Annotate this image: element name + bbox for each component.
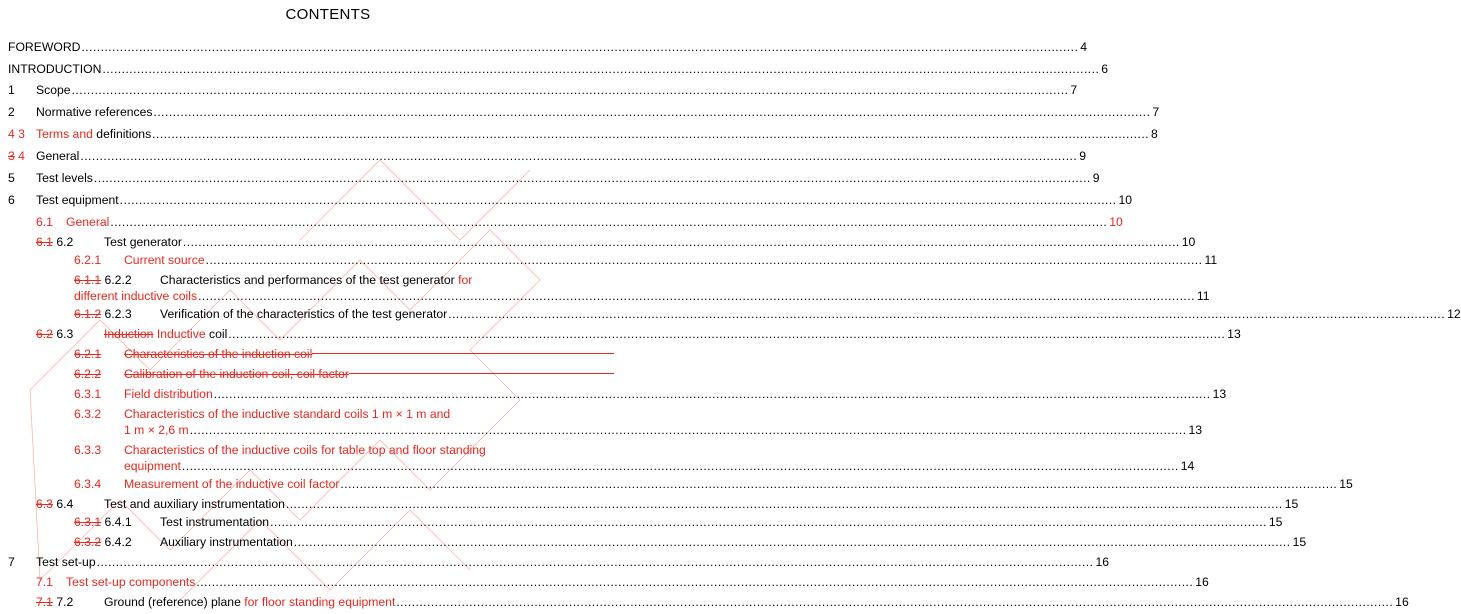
- toc-entry-number-part: 3: [8, 149, 15, 163]
- toc-entry-number: [36, 235, 104, 249]
- toc-entry-number: [74, 477, 124, 491]
- dot-leader: ....................................................................................................................................................................................................................................................................: [71, 83, 1069, 97]
- toc-entry[interactable]: [0, 191, 1133, 207]
- toc-entry-number-part: 6.2.2: [74, 367, 102, 381]
- toc-entry-label: [104, 235, 182, 249]
- toc-entry-page: 15: [1292, 535, 1307, 549]
- toc-entry[interactable]: [0, 593, 1409, 609]
- toc-entry-page: 15: [1284, 497, 1299, 511]
- toc-entry-page: 16: [1195, 575, 1209, 589]
- toc-entry[interactable]: [0, 345, 614, 361]
- toc-entry[interactable]: [0, 169, 1100, 185]
- toc-entry-page: 6: [1101, 62, 1109, 76]
- toc-entry[interactable]: [0, 147, 1086, 163]
- toc-entry[interactable]: [0, 38, 1088, 54]
- toc-entry-number: [74, 407, 124, 421]
- dot-leader: ....................................................................................................................................................................................................................................................................: [293, 535, 1291, 549]
- toc-entry-label: [124, 253, 205, 267]
- toc-entry-label: [160, 535, 293, 549]
- toc-entry-number-part: 6.2.1: [74, 253, 102, 267]
- toc-entry-label-part: Test equipment: [36, 193, 119, 207]
- dot-leader: ....................................................................................................................................................................................................................................................................: [102, 62, 1100, 76]
- toc-entry-number-part: 6.3.4: [74, 477, 102, 491]
- toc-entry-page: 10: [1118, 193, 1133, 207]
- toc-entry-number-part: 6.1: [36, 215, 53, 229]
- toc-entry[interactable]: [0, 405, 614, 421]
- dot-leader: ....................................................................................................................................................................................................................................................................: [340, 477, 1338, 491]
- toc-entry[interactable]: [0, 287, 1210, 303]
- toc-entry-number-part: 2: [8, 105, 15, 119]
- toc-entry-label-part: Characteristics and performances of the test generator: [160, 273, 459, 287]
- toc-entry-page: 16: [1395, 595, 1409, 609]
- dot-leader: ....................................................................................................................................................................................................................................................................: [189, 423, 1187, 437]
- toc-entry-label-part: 1 m × 2,6 m: [124, 423, 189, 437]
- toc-entry-label-part: Test set-up: [36, 555, 96, 569]
- dot-leader: ....................................................................................................................................................................................................................................................................: [153, 105, 1151, 119]
- toc-entry-number: [74, 367, 124, 381]
- toc-entry-number-part: 6.1.1: [74, 273, 102, 287]
- toc-entry-label-part: INTRODUCTION: [8, 62, 102, 76]
- toc-entry-number-part: 6.1.2: [74, 307, 102, 321]
- toc-entry-number-part: 6.3.2: [74, 535, 102, 549]
- toc-entry-label: [124, 423, 189, 437]
- dot-leader: ....................................................................................................................................................................................................................................................................: [93, 171, 1091, 185]
- toc-entry-label-part: General: [66, 215, 110, 229]
- toc-entry-label-part: Test and auxiliary instrumentation: [104, 497, 285, 511]
- toc-entry[interactable]: [0, 60, 1109, 76]
- dot-leader: ....................................................................................................................................................................................................................................................................: [96, 555, 1094, 569]
- toc-entry-number-part: 6.2: [52, 235, 74, 249]
- toc-entry-number: [36, 595, 104, 609]
- strikeout-leader: [312, 345, 614, 354]
- toc-entry-number: [74, 443, 124, 457]
- toc-entry-label: [8, 62, 101, 76]
- toc-entry-number-part: 6.3.1: [74, 515, 102, 529]
- toc-entry-page: 9: [1079, 149, 1086, 163]
- toc-entry-number: [74, 535, 160, 549]
- dot-leader: ....................................................................................................................................................................................................................................................................: [448, 307, 1446, 321]
- toc-entry-label-part: definitions: [92, 127, 152, 141]
- toc-entry-label-part: Field distribution: [124, 387, 213, 401]
- toc-entry-label: [36, 193, 119, 207]
- toc-entry-number-part: 4: [14, 149, 25, 163]
- toc-entry-number-part: 6.3.3: [74, 443, 102, 457]
- toc-entry-label-part: Test instrumentation: [160, 515, 270, 529]
- toc-entry[interactable]: [0, 457, 1195, 473]
- toc-entry[interactable]: [0, 385, 1227, 401]
- toc-entry-label: [160, 273, 472, 287]
- toc-entry-label-part: Inductive: [153, 327, 206, 341]
- toc-entry[interactable]: [0, 251, 1218, 267]
- toc-entry-number-part: 6.1: [36, 235, 53, 249]
- toc-entry-label: [160, 515, 269, 529]
- toc-entry-number: [74, 273, 160, 287]
- toc-entry-number-part: 6.2.2: [101, 273, 132, 287]
- toc-entry-label: [160, 307, 447, 321]
- toc-entry[interactable]: [0, 495, 1299, 511]
- toc-entry[interactable]: [0, 305, 1461, 321]
- toc-entry-number: [8, 127, 36, 141]
- toc-entry-label-part: for: [458, 273, 473, 287]
- toc-entry-number-part: 6.2.3: [101, 307, 132, 321]
- dot-leader: ....................................................................................................................................................................................................................................................................: [81, 40, 1079, 54]
- toc-entry-label: [36, 171, 93, 185]
- dot-leader: ....................................................................................................................................................................................................................................................................: [205, 253, 1203, 267]
- toc-entry-number-part: 6.4.2: [101, 535, 132, 549]
- toc-entry-number: [74, 253, 124, 267]
- toc-entry-label: [124, 407, 450, 421]
- toc-entry-label-part: Ground (reference) plane: [104, 595, 241, 609]
- toc-entry-number-part: 6.3: [52, 327, 74, 341]
- toc-entry-page: 7: [1152, 105, 1160, 119]
- toc-entry-page: 13: [1212, 387, 1227, 401]
- dot-leader: ....................................................................................................................................................................................................................................................................: [110, 215, 1108, 229]
- toc-entry-number: [36, 575, 66, 589]
- toc-entry-page: 11: [1204, 253, 1218, 267]
- toc-entry-number-part: 7.2: [52, 595, 74, 609]
- toc-entry-label-part: Auxiliary instrumentation: [160, 535, 293, 549]
- toc-entry-page: 15: [1339, 477, 1353, 491]
- toc-entry-label-part: General: [36, 149, 80, 163]
- toc-entry-label-part: FOREWORD: [8, 40, 81, 54]
- toc-entry-number: [36, 497, 104, 511]
- toc-entry-number-part: 6.3: [36, 497, 53, 511]
- toc-entry-number: [74, 387, 124, 401]
- toc-entry[interactable]: [0, 325, 1241, 341]
- toc-entry-page: 10: [1181, 235, 1196, 249]
- toc-entry-label: [104, 327, 227, 341]
- toc-entry-label-part: equipment: [124, 459, 181, 473]
- toc-entry[interactable]: [0, 475, 1353, 491]
- dot-leader: ....................................................................................................................................................................................................................................................................: [196, 575, 1194, 589]
- toc-entry-number-part: 6.4: [52, 497, 74, 511]
- toc-entry-label-part: Test set-up components: [66, 575, 196, 589]
- toc-entry-label: [124, 443, 486, 457]
- toc-entry-label: [104, 497, 285, 511]
- toc-entry[interactable]: [0, 125, 1158, 141]
- toc-entry[interactable]: [0, 103, 1160, 119]
- toc-entry-label: [124, 387, 213, 401]
- toc-entry[interactable]: [0, 573, 1209, 589]
- toc-entry-number: [74, 347, 124, 361]
- toc-entry-number-part: 3: [14, 127, 25, 141]
- toc-entry-label-part: Scope: [36, 83, 71, 97]
- toc-entry[interactable]: [0, 271, 614, 287]
- toc-entry-number-part: 1: [8, 83, 15, 97]
- toc-entry-label-part: Test generator: [104, 235, 182, 249]
- toc-entry-label-part: Normative references: [36, 105, 153, 119]
- toc-entry-number: [74, 515, 160, 529]
- dot-leader: ....................................................................................................................................................................................................................................................................: [119, 193, 1117, 207]
- dot-leader: ....................................................................................................................................................................................................................................................................: [285, 497, 1283, 511]
- toc-entry-page: 13: [1188, 423, 1203, 437]
- toc-entry-number-part: 4: [8, 127, 15, 141]
- strikeout-leader: [349, 365, 614, 374]
- toc-entry-page: 12: [1447, 307, 1461, 321]
- toc-entry-label-part: Characteristics of the inductive coils for table top and floor standing: [124, 443, 486, 457]
- toc-entry-number: [74, 307, 160, 321]
- toc-entry-label: [124, 459, 181, 473]
- toc-entry-number-part: 6.2.1: [74, 347, 102, 361]
- dot-leader: ....................................................................................................................................................................................................................................................................: [152, 127, 1150, 141]
- toc-entry[interactable]: [0, 441, 614, 457]
- toc-entry[interactable]: [0, 233, 1196, 249]
- toc-entry-label: [104, 595, 395, 609]
- toc-entry-page: 4: [1080, 40, 1088, 54]
- toc-entry-page: 13: [1227, 327, 1241, 341]
- toc-entry-label-part: Calibration of the induction coil, coil factor: [124, 367, 349, 381]
- toc-entry-number: [8, 105, 36, 119]
- toc-entry[interactable]: [0, 365, 614, 381]
- toc-entry-number: [36, 327, 104, 341]
- toc-entry-label: [124, 347, 312, 361]
- toc-entry-number: [36, 215, 66, 229]
- toc-entry-number-part: 6.2: [36, 327, 53, 341]
- toc-entry-page: 14: [1180, 459, 1195, 473]
- toc-entry-page: 11: [1196, 289, 1210, 303]
- toc-entry[interactable]: [0, 513, 1283, 529]
- dot-leader: ....................................................................................................................................................................................................................................................................: [213, 387, 1211, 401]
- toc-entry-label-part: different inductive coils: [74, 289, 198, 303]
- toc-entry-number-part: 6: [8, 193, 15, 207]
- toc-entry-number-part: 5: [8, 171, 15, 185]
- toc-entry[interactable]: [0, 533, 1307, 549]
- toc-entry[interactable]: [0, 421, 1203, 437]
- toc-entry-label-part: Characteristics of the induction coil: [124, 347, 313, 361]
- toc-entry-label: [36, 83, 71, 97]
- contents-title: CONTENTS: [285, 6, 371, 23]
- toc-entry-number-part: 6.3.2: [74, 407, 102, 421]
- toc-entry-label: [36, 105, 153, 119]
- toc-entry-number-part: 6.4.1: [101, 515, 132, 529]
- dot-leader: ....................................................................................................................................................................................................................................................................: [181, 459, 1179, 473]
- toc-entry-label: [124, 367, 349, 381]
- toc-entry-label-part: Characteristics of the inductive standard coils 1 m × 1 m and: [124, 407, 451, 421]
- toc-entry-label-part: Test levels: [36, 171, 93, 185]
- toc-entry-page: 15: [1268, 515, 1283, 529]
- dot-leader: ....................................................................................................................................................................................................................................................................: [182, 235, 1180, 249]
- toc-entry-page: 16: [1095, 555, 1110, 569]
- toc-entry-number-part: 7.1: [36, 575, 53, 589]
- dot-leader: ....................................................................................................................................................................................................................................................................: [228, 327, 1226, 341]
- toc-entry-label: [8, 40, 80, 54]
- toc-entry[interactable]: [0, 81, 1078, 97]
- toc-entry-number: [8, 193, 36, 207]
- toc-entry-number: [8, 149, 36, 163]
- toc-entry[interactable]: [0, 553, 1110, 569]
- toc-entry-page: 7: [1070, 83, 1078, 97]
- toc-entry-label-part: for floor standing equipment: [240, 595, 396, 609]
- toc-entry-label-part: Current source: [124, 253, 205, 267]
- toc-entry-number-part: 6.3.1: [74, 387, 102, 401]
- toc-entry-label-part: Terms and: [36, 127, 93, 141]
- toc-entry[interactable]: [0, 213, 1123, 229]
- dot-leader: ....................................................................................................................................................................................................................................................................: [270, 515, 1267, 529]
- toc-entry-label: [36, 555, 96, 569]
- toc-entry-page: 10: [1109, 215, 1123, 229]
- toc-entry-label-part: Induction: [104, 327, 154, 341]
- toc-entry-label-part: Verification of the characteristics of the test generator: [160, 307, 448, 321]
- toc-entry-number: [8, 171, 36, 185]
- toc-entry-label: [66, 575, 195, 589]
- dot-leader: ....................................................................................................................................................................................................................................................................: [396, 595, 1394, 609]
- toc-entry-label: [36, 149, 79, 163]
- toc-entry-label: [66, 215, 109, 229]
- toc-entry-page: 9: [1092, 171, 1100, 185]
- toc-entry-page: 8: [1151, 127, 1158, 141]
- toc-entry-number-part: 7.1: [36, 595, 53, 609]
- dot-leader: ....................................................................................................................................................................................................................................................................: [198, 289, 1195, 303]
- toc-entry-number: [8, 83, 36, 97]
- toc-entry-label-part: Measurement of the inductive coil factor: [124, 477, 340, 491]
- toc-entry-number-part: 7: [8, 555, 15, 569]
- toc-entry-label-part: coil: [205, 327, 228, 341]
- dot-leader: ....................................................................................................................................................................................................................................................................: [80, 149, 1078, 163]
- toc-entry-label: [36, 127, 151, 141]
- toc-entry-number: [8, 555, 36, 569]
- toc-entry-label: [74, 289, 197, 303]
- toc-entry-label: [124, 477, 339, 491]
